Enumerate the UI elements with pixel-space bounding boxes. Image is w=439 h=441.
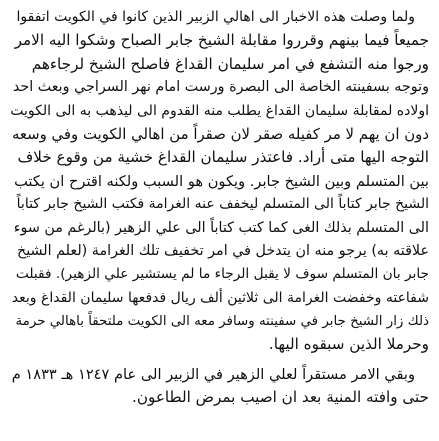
text-line: التوجه اليها متى أراد. فاعتذر سليمان القداغ خشية من وقوع خلاف xyxy=(17,148,429,167)
text-line: علاقته به) يرجو منه ان يتدخل في امر تخفيف تلك الغرامة (لعلم الشيخ xyxy=(17,242,429,259)
text-line: بين المتسلم وبين الشيخ جابر. ويكون هو السبب ولكنه اقترح ان يكتب xyxy=(14,172,429,190)
text-line: جميعاً فيما بينهم وقرروا مقابلة الشيخ جابر الصباح وشكوا اليه الامر xyxy=(14,31,429,50)
text-line: حتى وافته المنية بعد ان اصيب بمرض الطاعون. xyxy=(132,388,429,407)
text-line: ولما وصلت هذه الاخبار الى اهالي الزبير الذين كانوا في الكويت اتفقوا xyxy=(16,9,415,25)
text-line: شفاعته وخفضت الغرامة الى ثلاثين ألف ريال فدفعها سليمان القداغ وبعد xyxy=(11,289,429,306)
text-line: ورجوا منه التشفع في امر سليمان القداغ فاصلح الشيخ لرجاءهم xyxy=(31,54,429,73)
text-line: وبقي الامر مستقراً لعلي الزهير في الزبير الى عام ١٢٤٧ هـ ١٨٣٣ م xyxy=(11,365,415,383)
text-line: ذلك زار الشيخ جابر في سفينته وسافر معه الى الكويت ملتحقاً باهالي حرمة xyxy=(15,314,429,330)
paragraph-1 xyxy=(10,6,429,357)
text-line: الشيخ جابر كتاباً الى المتسلم ليخفف عنه الغرامة فكتب الشيخ جابر كتاباً xyxy=(16,196,429,213)
text-line: جابر بان المتسلم سوف لا يقبل الرجاء ما لم يستشير علي الزهير). فقبلت xyxy=(15,266,429,283)
text-line: دون ان يهم لا مر كفيله صقر لان صقراً من اهالي الكويت وفي وسعه xyxy=(11,124,429,143)
text-line: الى المتسلم بذلك الغى كما كتب كتاباً الى علي الزهير (بالرغم من سوء xyxy=(13,219,429,236)
text-line: اولاده لمقابلة سليمان القداغ يطلب منه القدوم الى ليذهب به الى الكويت xyxy=(10,102,429,119)
paragraph-2 xyxy=(10,363,429,410)
text-line: وتوجه بسفينته الخاصة الى البصرة ورست امام نهر السراجي وبعث احد xyxy=(12,79,429,96)
text-line: وحرملا الذين سبقوه اليها. xyxy=(268,335,429,354)
